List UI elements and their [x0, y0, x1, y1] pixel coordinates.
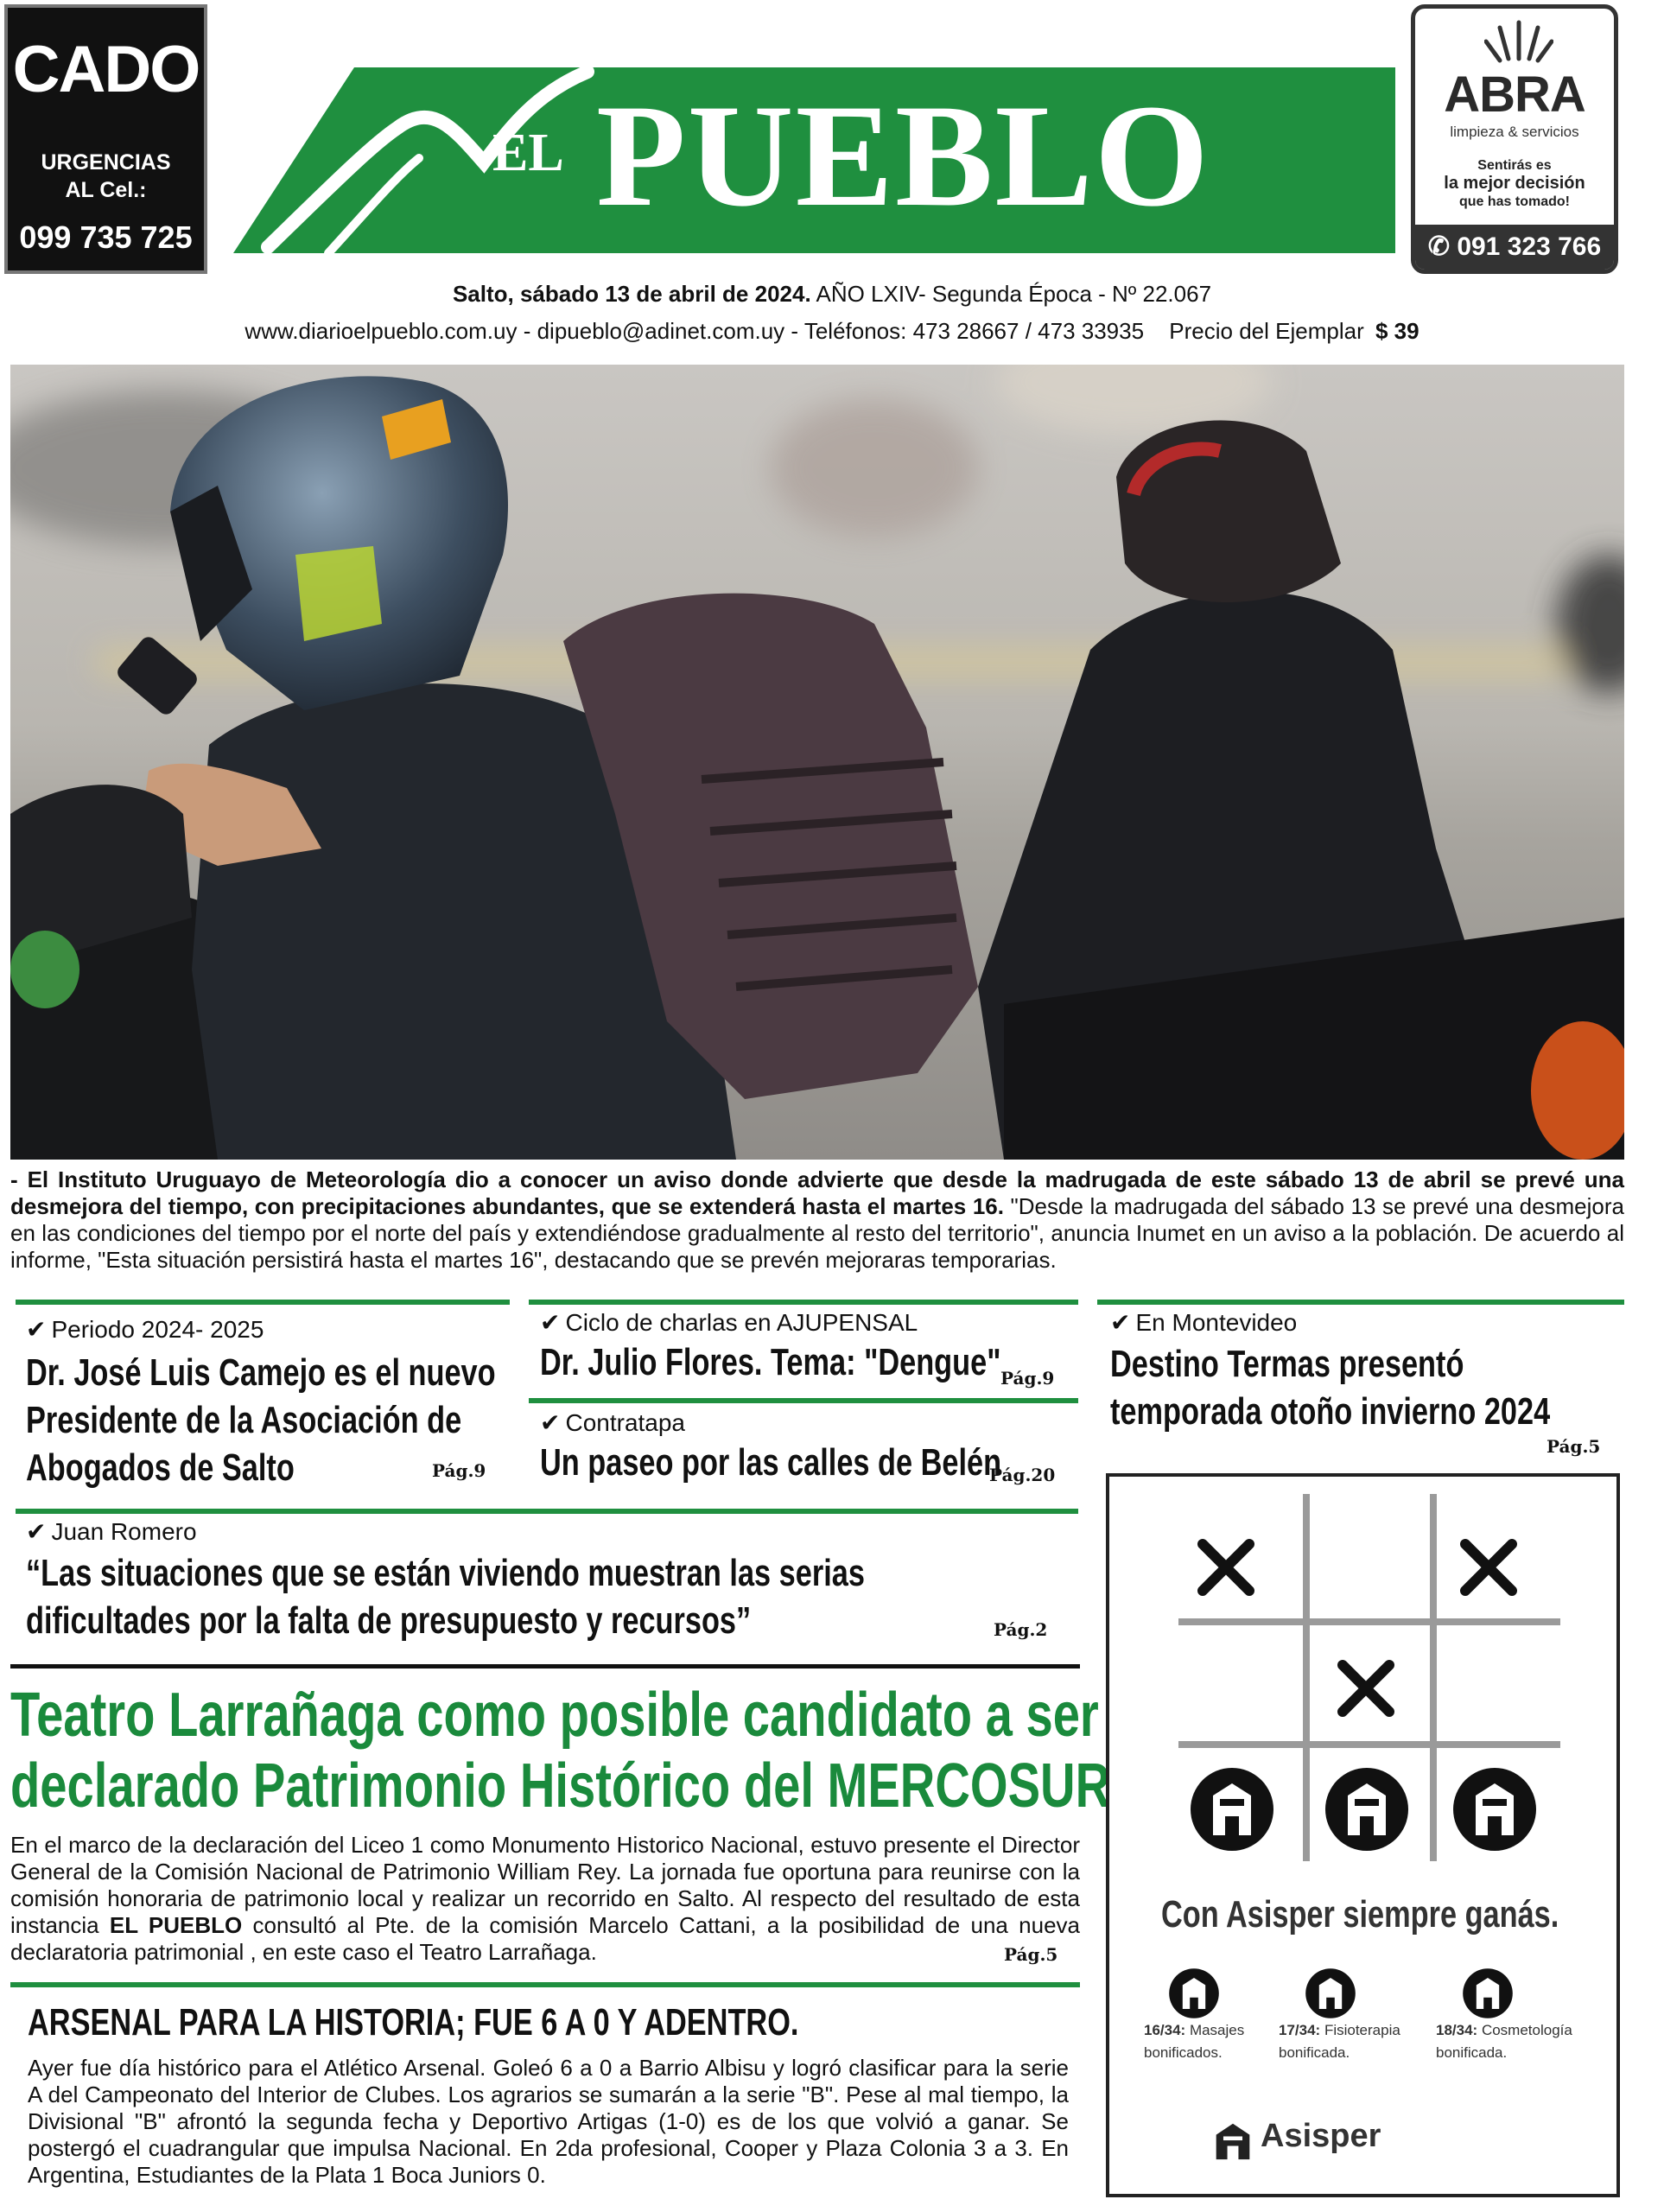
teaser-camejo-kicker-text: Periodo 2024- 2025	[51, 1316, 264, 1343]
x-mark-icon	[1458, 1537, 1519, 1598]
teaser-termas-kicker	[1110, 1308, 1620, 1337]
asisper-slogan: Con Asisper siempre ganás.	[1161, 1893, 1559, 1936]
phone-numbers: Teléfonos: 473 28667 / 473 33935	[803, 318, 1145, 344]
abra-slogan-1: Sentirás es	[1477, 158, 1552, 173]
teaser-romero-kicker	[26, 1517, 1071, 1546]
benefit-masajes	[1144, 2019, 1244, 2064]
teaser-camejo-line3: Abogados de Salto	[26, 1446, 295, 1489]
teaser-romero-headline	[26, 1549, 865, 1644]
x-mark-icon	[1196, 1537, 1256, 1598]
main-story-body	[10, 1832, 1080, 1966]
cado-phone: 099 735 725	[19, 219, 193, 255]
dateline	[0, 281, 1664, 308]
teaser-rule-5	[16, 1509, 1078, 1514]
teaser-flores[interactable]	[540, 1308, 1076, 1386]
caption-lead: - El Instituto Uruguayo de Meteorología dio a conocer un aviso donde advierte que desde la madrugada de este sábado 13 de abril se prevé una desmejora del tiempo, con precipitaciones abundantes, que se extenderá hasta el martes 16.	[10, 1166, 1624, 1219]
teaser-termas-line1: Destino Termas presentó	[1110, 1343, 1464, 1385]
check-icon: ✔	[26, 1518, 47, 1545]
teaser-romero-page: Pág.2	[994, 1619, 1048, 1640]
benefit-fisioterapia-line2: bonificada.	[1279, 2044, 1350, 2061]
teaser-flores-kicker	[540, 1308, 1076, 1337]
teaser-rule-1	[16, 1300, 510, 1305]
benefit-masajes-line1: Masajes	[1189, 2022, 1245, 2038]
asisper-ad[interactable]	[1106, 1473, 1620, 2197]
teaser-camejo-kicker	[26, 1315, 510, 1344]
cado-line1: URGENCIAS	[41, 150, 171, 175]
teaser-romero[interactable]	[26, 1517, 1071, 1644]
photo-caption	[10, 1166, 1624, 1274]
issue-date: Salto, sábado 13 de abril de 2024.	[452, 281, 811, 307]
teaser-camejo-page: Pág.9	[432, 1460, 486, 1481]
benefit-cosmetologia-num: 18/34:	[1436, 2022, 1478, 2038]
teaser-rule-2	[529, 1300, 1078, 1305]
teaser-rule-4	[529, 1398, 1078, 1403]
asisper-logo-icon	[1462, 1967, 1514, 2019]
email-link[interactable]: dipueblo@adinet.com.uy	[537, 318, 785, 344]
benefit-masajes-num: 16/34:	[1144, 2022, 1186, 2038]
x-mark-icon	[1336, 1658, 1396, 1719]
main-story-text-a: En el marco de la declaración del Liceo 1 como Monumento Historico Nacional, estuvo presente el Director General de la Comisión Nacional de Patrimonio William Rey. La jornada fue oportuna para reunirse con la comisión honoraria de patrimonio local y realizar un recorrido en Salto. Al respecto del resultado de esta instancia	[10, 1832, 1080, 1938]
main-story-text-b: consultó al Pte. de la comisión Marcelo Cattani, a la posibilidad de una nueva declaratoria patrimonial , en este caso el Teatro Larrañaga.	[10, 1912, 1080, 1965]
benefit-masajes-line2: bonificados.	[1144, 2044, 1223, 2061]
teaser-romero-line2: dificultades por la falta de presupuesto y recursos”	[26, 1599, 752, 1642]
price-label: Precio del Ejemplar	[1169, 318, 1364, 344]
main-story-paper-name: EL PUEBLO	[109, 1912, 243, 1938]
sports-body: Ayer fue día histórico para el Atlético Arsenal. Goleó 6 a 0 a Barrio Albisu y logró clasificar para la serie A del Campeonato del Interior de Clubes. Los agrarios se sumarán a la serie "B". Pese al mal tiempo, la Divisional "B" afrontó la segunda fecha y Deportivo Artigas (1-0) es de los que volvió a ganar. Se postergó el cuadrangular que impulsa Nacional. En 2da profesional, Cooper y Plaza Colonia 3 a 3. En Argentina, Estudiantes de la Plata 1 Boca Juniors 0.	[28, 2055, 1069, 2188]
cado-ad[interactable]	[4, 4, 207, 274]
benefit-fisioterapia	[1279, 2019, 1400, 2064]
abra-ad[interactable]	[1411, 4, 1618, 274]
teaser-termas-headline	[1110, 1340, 1551, 1435]
teaser-rule-3	[1097, 1300, 1624, 1305]
teaser-flores-headline: Dr. Julio Flores. Tema: "Dengue"	[540, 1341, 1001, 1383]
abra-slogan-3: que has tomado!	[1458, 194, 1570, 209]
cado-logo: CADO	[12, 33, 200, 106]
sports-rule	[10, 1982, 1080, 1987]
lead-photo-motorcyclists	[10, 365, 1624, 1160]
teaser-termas[interactable]	[1110, 1308, 1620, 1435]
contact-line: www.diarioelpueblo.com.uy - dipueblo@adinet.com.uy - Teléfonos: 473 28667 / 473 33935 Precio del Ejemplar $ 39	[245, 318, 1419, 344]
main-headline-line2: declarado Patrimonio Histórico del MERCOSUR	[10, 1751, 1111, 1821]
teaser-termas-page: Pág.5	[1547, 1436, 1601, 1457]
check-icon: ✔	[26, 1316, 47, 1343]
abra-tagline: limpieza & servicios	[1450, 124, 1579, 140]
abra-slogan	[1415, 156, 1614, 211]
masthead-el: EL	[492, 124, 564, 182]
price-value: $ 39	[1375, 318, 1419, 344]
cado-line2: AL Cel.:	[65, 178, 147, 202]
asisper-logo-icon	[1213, 2120, 1253, 2163]
abra-logo: ABRA	[1444, 67, 1585, 123]
teaser-belen-kicker	[540, 1408, 1076, 1437]
main-story-page: Pág.5	[1004, 1944, 1058, 1965]
benefit-cosmetologia-line2: bonificada.	[1436, 2044, 1508, 2061]
teaser-romero-line1: “Las situaciones que se están viviendo muestran las serias	[26, 1552, 865, 1594]
check-icon: ✔	[540, 1309, 561, 1336]
teaser-flores-kicker-text: Ciclo de charlas en AJUPENSAL	[565, 1309, 918, 1336]
abra-phone[interactable]	[1415, 225, 1614, 270]
main-headline[interactable]	[10, 1680, 1110, 1821]
teaser-flores-page: Pág.9	[1000, 1368, 1055, 1389]
teaser-belen-page: Pág.20	[989, 1465, 1056, 1485]
issue-edition: AÑO LXIV- Segunda Época - Nº 22.067	[816, 281, 1212, 307]
teaser-belen-headline: Un paseo por las calles de Belén	[540, 1441, 1002, 1484]
whatsapp-icon: ✆	[1427, 232, 1450, 261]
section-divider	[10, 1664, 1080, 1669]
benefit-cosmetologia-line1: Cosmetología	[1481, 2022, 1572, 2038]
website-link[interactable]: www.diarioelpueblo.com.uy	[245, 318, 518, 344]
masthead-title: PUEBLO	[596, 74, 1211, 237]
teaser-termas-line2: temporada otoño invierno 2024	[1110, 1390, 1551, 1433]
teaser-camejo-line2: Presidente de la Asociación de	[26, 1399, 462, 1441]
teaser-termas-kicker-text: En Montevideo	[1135, 1309, 1298, 1336]
teaser-camejo-line1: Dr. José Luis Camejo es el nuevo	[26, 1351, 496, 1394]
sports-headline[interactable]: ARSENAL PARA LA HISTORIA; FUE 6 A 0 Y ADENTRO.	[28, 2001, 799, 2044]
abra-slogan-2: la mejor decisión	[1444, 174, 1585, 193]
asisper-logo-icon	[1189, 1766, 1275, 1853]
asisper-brand: Asisper	[1261, 2118, 1381, 2154]
main-headline-line1: Teatro Larrañaga como posible candidato a ser	[10, 1681, 1099, 1750]
asisper-logo-icon	[1305, 1967, 1356, 2019]
teaser-romero-kicker-text: Juan Romero	[51, 1518, 197, 1545]
asisper-logo-icon	[1168, 1967, 1220, 2019]
benefit-cosmetologia	[1436, 2019, 1572, 2064]
teaser-belen-kicker-text: Contratapa	[565, 1409, 686, 1436]
benefit-fisioterapia-line1: Fisioterapia	[1324, 2022, 1400, 2038]
check-icon: ✔	[1110, 1309, 1131, 1336]
abra-rays-icon	[1484, 16, 1553, 63]
benefit-fisioterapia-num: 17/34:	[1279, 2022, 1321, 2038]
asisper-logo-icon	[1451, 1766, 1538, 1853]
check-icon: ✔	[540, 1409, 561, 1436]
asisper-logo-icon	[1324, 1766, 1410, 1853]
cado-urgencias	[8, 149, 204, 204]
abra-phone-number: 091 323 766	[1457, 232, 1602, 261]
caption-body: "Desde la madrugada del sábado 13 se prevé una desmejora en las condiciones del tiempo por el norte del país y extendiéndose gradualmente al resto del territorio", anuncia Inumet en un aviso a la población. De acuerdo al informe, "Esta situación persistirá hasta el martes 16", destacando que se prevén mejoraras temporarias.	[10, 1193, 1624, 1273]
